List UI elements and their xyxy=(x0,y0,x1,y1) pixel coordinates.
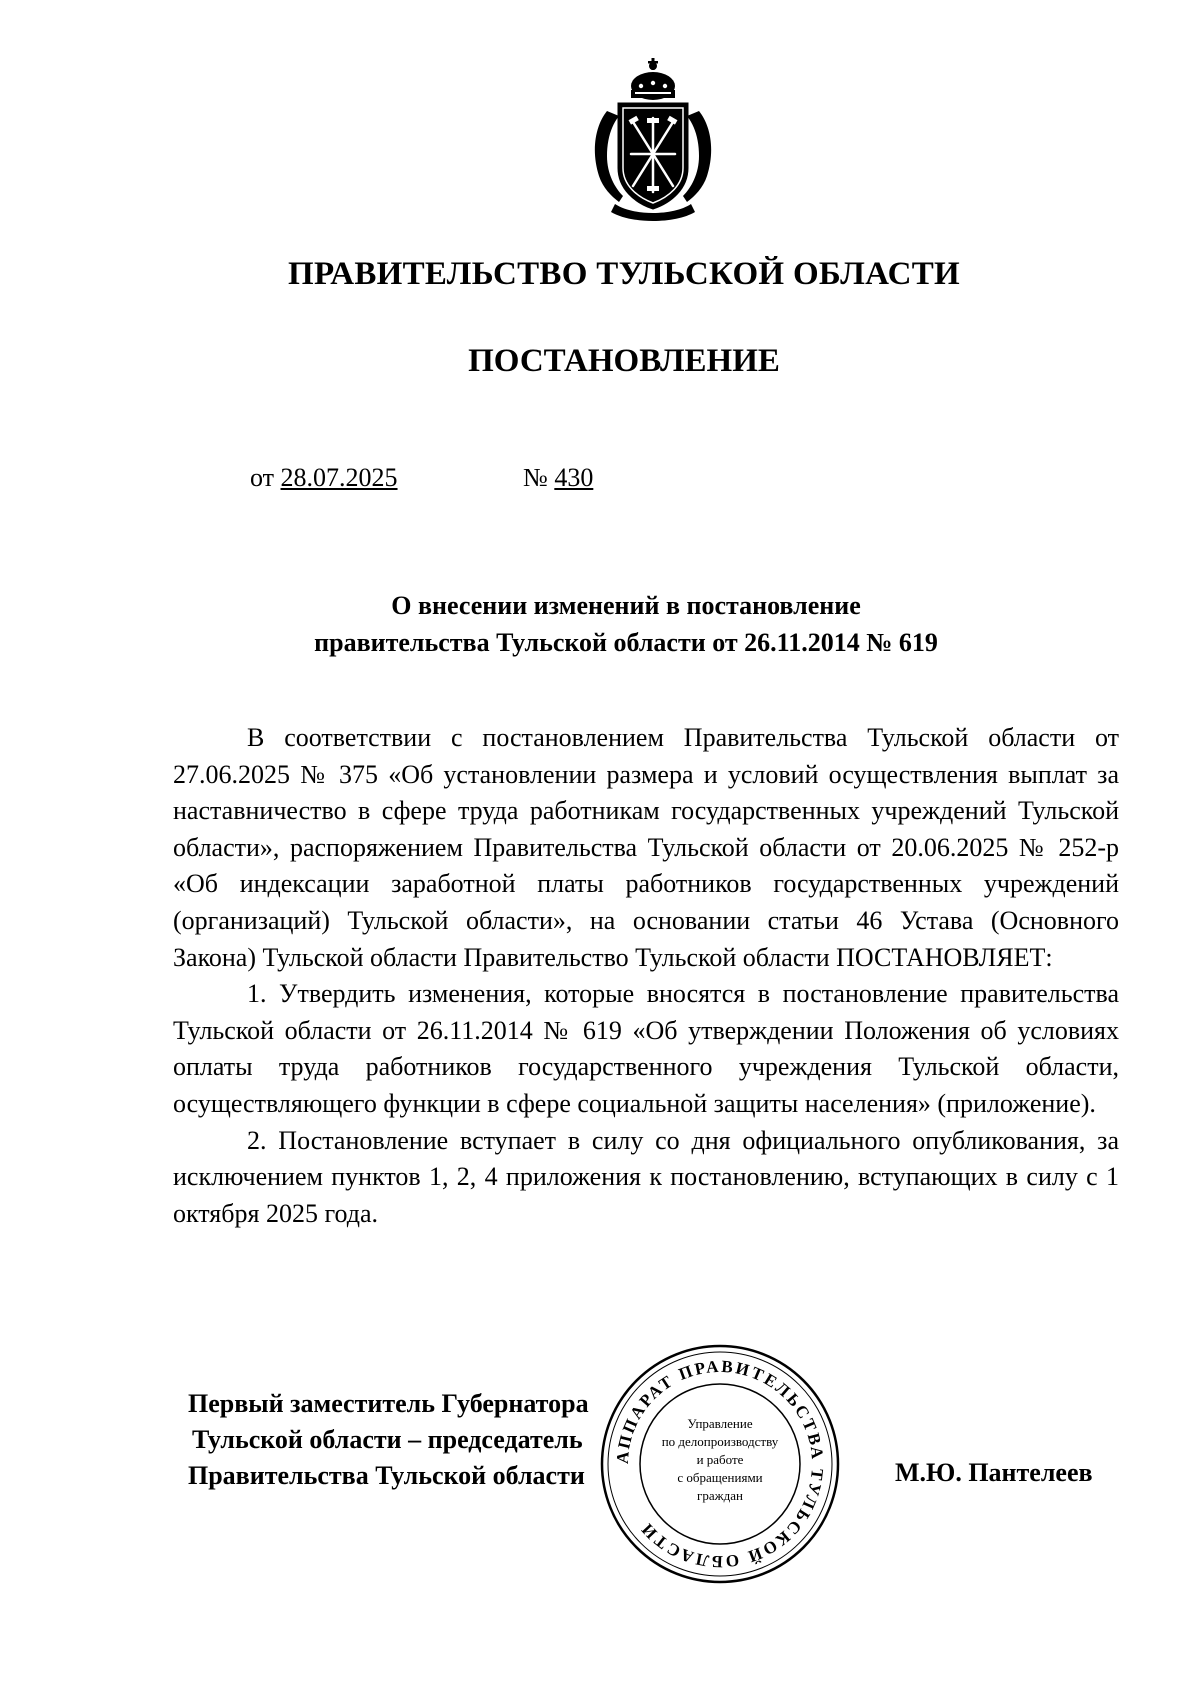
date-prefix: от xyxy=(250,463,275,492)
subject-line-2: правительства Тульской области от 26.11.2014 № 619 xyxy=(314,628,938,657)
seal-center-line-3: и работе xyxy=(696,1452,744,1467)
position-line-3: Правительства Тульской области xyxy=(188,1461,585,1490)
seal-center-line-5: граждан xyxy=(697,1488,743,1503)
document-body xyxy=(173,720,1119,1232)
signatory-position xyxy=(188,1386,589,1494)
seal-center-line-4: с обращениями xyxy=(677,1470,763,1485)
signatory-name: М.Ю. Пантелеев xyxy=(895,1458,1093,1487)
government-title: ПРАВИТЕЛЬСТВО ТУЛЬСКОЙ ОБЛАСТИ xyxy=(288,256,960,292)
document-subject xyxy=(0,587,1200,661)
date-group xyxy=(250,463,398,492)
item-2-paragraph: 2. Постановление вступает в силу со дня официального опубликования, за исключением пунктов 1, 2, 4 приложения к постановлению, вступающих в силу с 1 октября 2025 года. xyxy=(173,1125,1119,1228)
official-seal-stamp xyxy=(598,1342,842,1586)
number-prefix: № xyxy=(523,463,548,492)
position-line-1: Первый заместитель Губернатора xyxy=(188,1389,589,1418)
seal-ring-text: АППАРАТ ПРАВИТЕЛЬСТВА ТУЛЬСКОЙ ОБЛАСТИ xyxy=(612,1356,828,1572)
seal-center-line-2: по делопроизводству xyxy=(661,1434,779,1449)
seal-center-line-1: Управление xyxy=(687,1416,753,1431)
position-line-2: Тульской области – председатель xyxy=(192,1425,583,1454)
document-type-title: ПОСТАНОВЛЕНИЕ xyxy=(468,343,780,379)
item-1-paragraph: 1. Утвердить изменения, которые вносятся в постановление правительства Тульской области от 26.11.2014 № 619 «Об утверждении Положения об условиях оплаты труда работников государственного учреждения Тульской области, осуществляющего функции в сфере социальной защиты населения» (приложение). xyxy=(173,979,1119,1118)
number-group xyxy=(523,463,593,493)
coat-of-arms-icon xyxy=(585,56,721,226)
document-date: 28.07.2025 xyxy=(280,463,398,492)
document-number: 430 xyxy=(554,463,594,492)
preamble-paragraph: В соответствии с постановлением Правительства Тульской области от 27.06.2025 № 375 «Об установлении размера и условий осуществления выплат за наставничество в сфере труда работникам государственных учреждений Тульской области», распоряжением Правительства Тульской области от 20.06.2025 № 252-р «Об индексации заработной платы работников государственных учреждений (организаций) Тульской области», на основании статьи 46 Устава (Основного Закона) Тульской области Правительство Тульской области ПОСТАНОВЛЯЕТ: xyxy=(173,723,1119,972)
document-date-number xyxy=(250,463,594,493)
subject-line-1: О внесении изменений в постановление xyxy=(391,591,861,620)
